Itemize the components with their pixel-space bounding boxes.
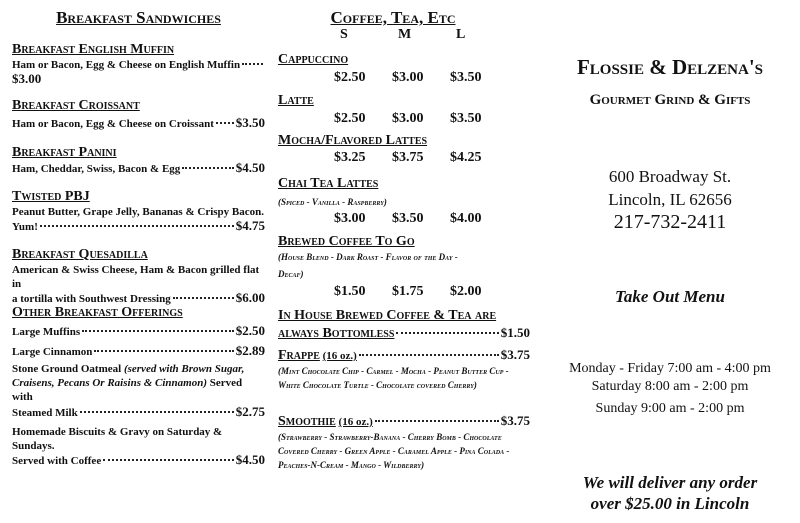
drink-item: [278, 93, 530, 127]
menu-item: [12, 145, 265, 176]
shop-tagline: Gourmet Grind & Gifts: [589, 92, 751, 108]
section-title: Breakfast Sandwiches: [56, 8, 221, 27]
item-name: Twisted PBJ: [12, 189, 90, 204]
leader: [82, 330, 234, 332]
price-s: $3.25: [334, 150, 366, 165]
item-desc: Steamed Milk: [12, 407, 78, 419]
leader: [375, 420, 499, 422]
menu-label: Take Out Menu: [615, 287, 725, 306]
item-flavors: (Mint Chocolate Chip - Carmel - Mocha - Peanut Butter Cup - White Chocolate Turtle - Chocolate covered Cherry): [278, 366, 509, 390]
leader: [103, 459, 234, 461]
leader: [396, 332, 498, 334]
item-desc: Yum!: [12, 221, 38, 233]
item-desc: a tortilla with Southwest Dressing: [12, 293, 171, 305]
item-flavors: (House Blend - Dark Roast - Flavor of the Day -: [278, 252, 458, 262]
price-l: $4.00: [450, 211, 482, 226]
item-name: Chai Tea Lattes: [278, 176, 379, 191]
bottomless-item: [278, 308, 530, 342]
leader: [216, 122, 234, 124]
price-m: $3.50: [392, 211, 424, 226]
price-s: $1.50: [334, 284, 366, 299]
item-flavors: Decaf): [278, 269, 304, 279]
item-name: Stone Ground Oatmeal: [12, 363, 122, 375]
size-m: M: [398, 27, 412, 42]
item-note: (served with Brown Sugar, Craisens, Pecans Or Raisins & Cinnamon): [12, 363, 245, 389]
item-price: $2.50: [235, 323, 265, 338]
delivery-line-1: We will deliver any order: [582, 473, 758, 492]
leader: [94, 350, 233, 352]
item-name: Mocha/Flavored Lattes: [278, 133, 428, 148]
item-desc: Ham, Cheddar, Swiss, Bacon & Egg: [12, 163, 181, 175]
item-desc: Served with: [12, 377, 243, 403]
phone-number: 217-732-2411: [613, 211, 727, 233]
size-l: L: [456, 27, 466, 42]
item-desc: Peanut Butter, Grape Jelly, Bananas & Crispy Bacon.: [12, 206, 264, 218]
item-desc: Ham or Bacon, Egg & Cheese on English Muffin: [12, 59, 241, 71]
item-name: In House Brewed Coffee & Tea are: [278, 308, 497, 323]
address-line-2: Lincoln, IL 62656: [608, 190, 732, 209]
drink-item: [278, 234, 530, 300]
menu-item: [12, 189, 265, 234]
hours-weekday: Monday - Friday 7:00 am - 4:00 pm: [569, 361, 771, 376]
item-name: Frappe: [278, 348, 320, 363]
item-desc: Homemade Biscuits & Gravy on Saturday & Sundays.: [12, 426, 223, 452]
item-size: (16 oz.): [322, 350, 357, 362]
frappe-item: [278, 348, 530, 392]
price-l: $3.50: [450, 111, 482, 126]
item-price: $3.50: [235, 115, 265, 130]
item-name: Large Muffins: [12, 326, 81, 338]
item-price: $3.00: [12, 71, 42, 86]
shop-name: Flossie & Delzena's: [576, 55, 764, 79]
menu-item: [12, 98, 265, 131]
leader: [80, 411, 234, 413]
item-name: Breakfast Quesadilla: [12, 247, 148, 262]
leader: [242, 63, 263, 65]
item-name: Brewed Coffee To Go: [278, 234, 415, 249]
price-l: $4.25: [450, 150, 482, 165]
item-prices: [278, 111, 530, 127]
item-name: Breakfast English Muffin: [12, 42, 175, 57]
size-header: [340, 27, 514, 43]
item-prices: [278, 211, 530, 227]
section-heading: Other Breakfast Offerings: [12, 305, 183, 320]
item-size: (16 oz.): [338, 416, 373, 428]
item-price: $3.75: [500, 413, 530, 428]
leader: [182, 167, 233, 169]
item-name: Smoothie: [278, 414, 336, 429]
item-prices: [278, 70, 530, 86]
item-name: Breakfast Panini: [12, 145, 117, 160]
drink-item: [278, 133, 530, 166]
price-l: $2.00: [450, 284, 482, 299]
size-s: S: [340, 27, 348, 42]
price-s: $2.50: [334, 70, 366, 85]
menu-item: [12, 42, 265, 86]
hours-sunday: Sunday 9:00 am - 2:00 pm: [595, 401, 745, 416]
oatmeal-desc: [12, 362, 265, 404]
price-s: $2.50: [334, 111, 366, 126]
item-name: always Bottomless: [278, 326, 395, 341]
item-price: $2.75: [235, 404, 265, 419]
item-name: Latte: [278, 93, 314, 108]
item-prices: [278, 150, 530, 166]
item-desc: Served with Coffee: [12, 455, 102, 467]
item-price: $2.89: [235, 343, 265, 358]
item-price: $6.00: [235, 290, 265, 305]
item-flavors: (Strawberry - Strawberry-Banana - Cherry Bomb - Chocolate Covered Cherry - Green Apple - Caramel Apple - Pina Colada - Peaches-N-Cream - Mango - Wildberry): [278, 432, 510, 470]
drink-item: [278, 176, 530, 227]
price-m: $3.00: [392, 111, 424, 126]
item-price: $4.50: [235, 160, 265, 175]
leader: [173, 297, 234, 299]
delivery-line-2: over $25.00 in Lincoln: [590, 494, 750, 513]
item-price: $4.50: [235, 452, 265, 467]
price-m: $3.75: [392, 150, 424, 165]
price-m: $1.75: [392, 284, 424, 299]
other-offerings: [12, 305, 265, 468]
price-m: $3.00: [392, 70, 424, 85]
hours-saturday: Saturday 8:00 am - 2:00 pm: [591, 379, 749, 394]
item-name: Breakfast Croissant: [12, 98, 140, 113]
address-line-1: 600 Broadway St.: [608, 167, 732, 186]
leader: [40, 225, 234, 227]
drink-item: [278, 52, 530, 86]
smoothie-item: [278, 414, 530, 472]
price-l: $3.50: [450, 70, 482, 85]
item-name: Cappuccino: [278, 52, 349, 67]
price-s: $3.00: [334, 211, 366, 226]
item-name: Large Cinnamon: [12, 346, 93, 358]
item-flavors: (Spiced - Vanilla - Raspberry): [278, 197, 387, 207]
item-price: $4.75: [235, 218, 265, 233]
item-price: $3.75: [500, 347, 530, 362]
menu-item: [12, 247, 265, 306]
leader: [359, 354, 499, 356]
item-prices: [278, 284, 530, 300]
item-desc: American & Swiss Cheese, Ham & Bacon grilled flat in: [12, 264, 260, 290]
item-desc: Ham or Bacon, Egg & Cheese on Croissant: [12, 118, 214, 130]
item-price: $1.50: [500, 325, 530, 340]
section-title: Coffee, Tea, Etc: [330, 8, 456, 27]
